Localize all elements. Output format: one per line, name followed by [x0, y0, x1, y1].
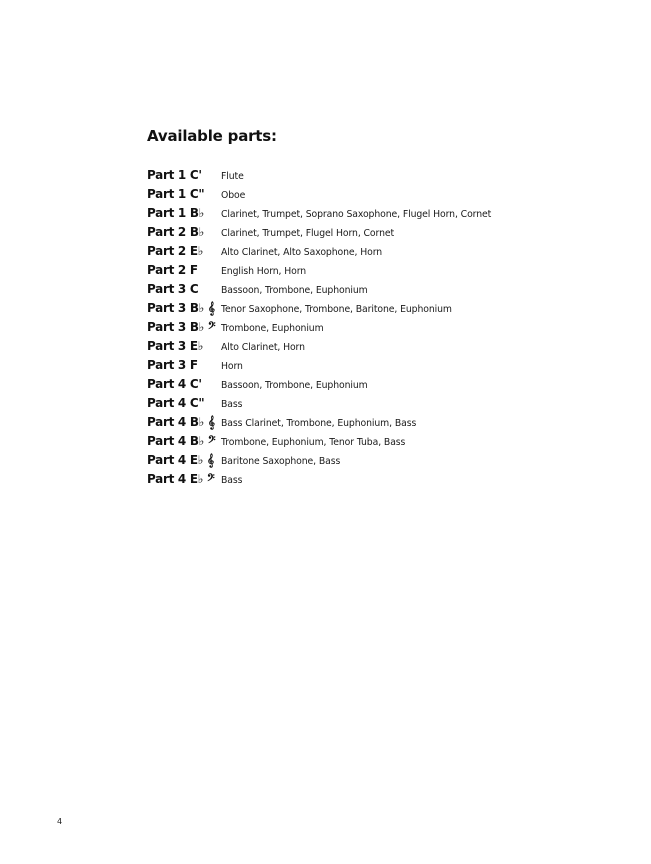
- part-name: Part 3 C: [147, 282, 199, 296]
- parts-list: [147, 166, 567, 489]
- part-row: [147, 337, 567, 356]
- part-row: [147, 394, 567, 413]
- part-name: Part 2 E♭: [147, 244, 204, 258]
- part-row: [147, 375, 567, 394]
- part-row: [147, 470, 567, 489]
- part-name: Part 4 C": [147, 396, 205, 410]
- part-name: Part 3 B♭ 𝄞: [147, 301, 215, 315]
- part-row: [147, 166, 567, 185]
- part-instruments: Clarinet, Trumpet, Soprano Saxophone, Flugel Horn, Cornet: [221, 209, 492, 220]
- part-row: [147, 299, 567, 318]
- part-instruments: Bassoon, Trombone, Euphonium: [221, 285, 368, 296]
- part-row: [147, 204, 567, 223]
- part-instruments: Baritone Saxophone, Bass: [221, 456, 341, 467]
- part-instruments: Oboe: [221, 190, 246, 201]
- part-row: [147, 223, 567, 242]
- page-number: 4: [57, 817, 63, 826]
- part-instruments: Bass Clarinet, Trombone, Euphonium, Bass: [221, 418, 417, 429]
- part-instruments: Bass: [221, 399, 243, 410]
- part-row: [147, 261, 567, 280]
- part-name: Part 4 E♭ 𝄢: [147, 472, 215, 486]
- part-row: [147, 280, 567, 299]
- part-instruments: Tenor Saxophone, Trombone, Baritone, Euphonium: [221, 304, 452, 315]
- part-instruments: Horn: [221, 361, 243, 372]
- part-row: [147, 318, 567, 337]
- part-name: Part 2 F: [147, 263, 198, 277]
- part-instruments: English Horn, Horn: [221, 266, 307, 277]
- part-instruments: Bassoon, Trombone, Euphonium: [221, 380, 368, 391]
- part-instruments: Trombone, Euphonium, Tenor Tuba, Bass: [221, 437, 406, 448]
- part-name: Part 4 B♭ 𝄞: [147, 415, 215, 429]
- part-instruments: Trombone, Euphonium: [221, 323, 324, 334]
- part-name: Part 4 C': [147, 377, 202, 391]
- part-name: Part 3 E♭: [147, 339, 204, 353]
- part-instruments: Bass: [221, 475, 243, 486]
- part-name: Part 1 B♭: [147, 206, 205, 220]
- part-name: Part 4 B♭ 𝄢: [147, 434, 216, 448]
- part-name: Part 1 C": [147, 187, 205, 201]
- part-name: Part 1 C': [147, 168, 202, 182]
- page-heading: Available parts:: [147, 127, 277, 145]
- part-instruments: Clarinet, Trumpet, Flugel Horn, Cornet: [221, 228, 395, 239]
- part-row: [147, 185, 567, 204]
- part-name: Part 3 B♭ 𝄢: [147, 320, 216, 334]
- part-name: Part 3 F: [147, 358, 198, 372]
- part-row: [147, 451, 567, 470]
- part-instruments: Flute: [221, 171, 244, 182]
- part-name: Part 2 B♭: [147, 225, 205, 239]
- part-row: [147, 432, 567, 451]
- part-name: Part 4 E♭ 𝄞: [147, 453, 214, 467]
- part-instruments: Alto Clarinet, Horn: [221, 342, 305, 353]
- part-instruments: Alto Clarinet, Alto Saxophone, Horn: [221, 247, 383, 258]
- part-row: [147, 413, 567, 432]
- part-row: [147, 356, 567, 375]
- part-row: [147, 242, 567, 261]
